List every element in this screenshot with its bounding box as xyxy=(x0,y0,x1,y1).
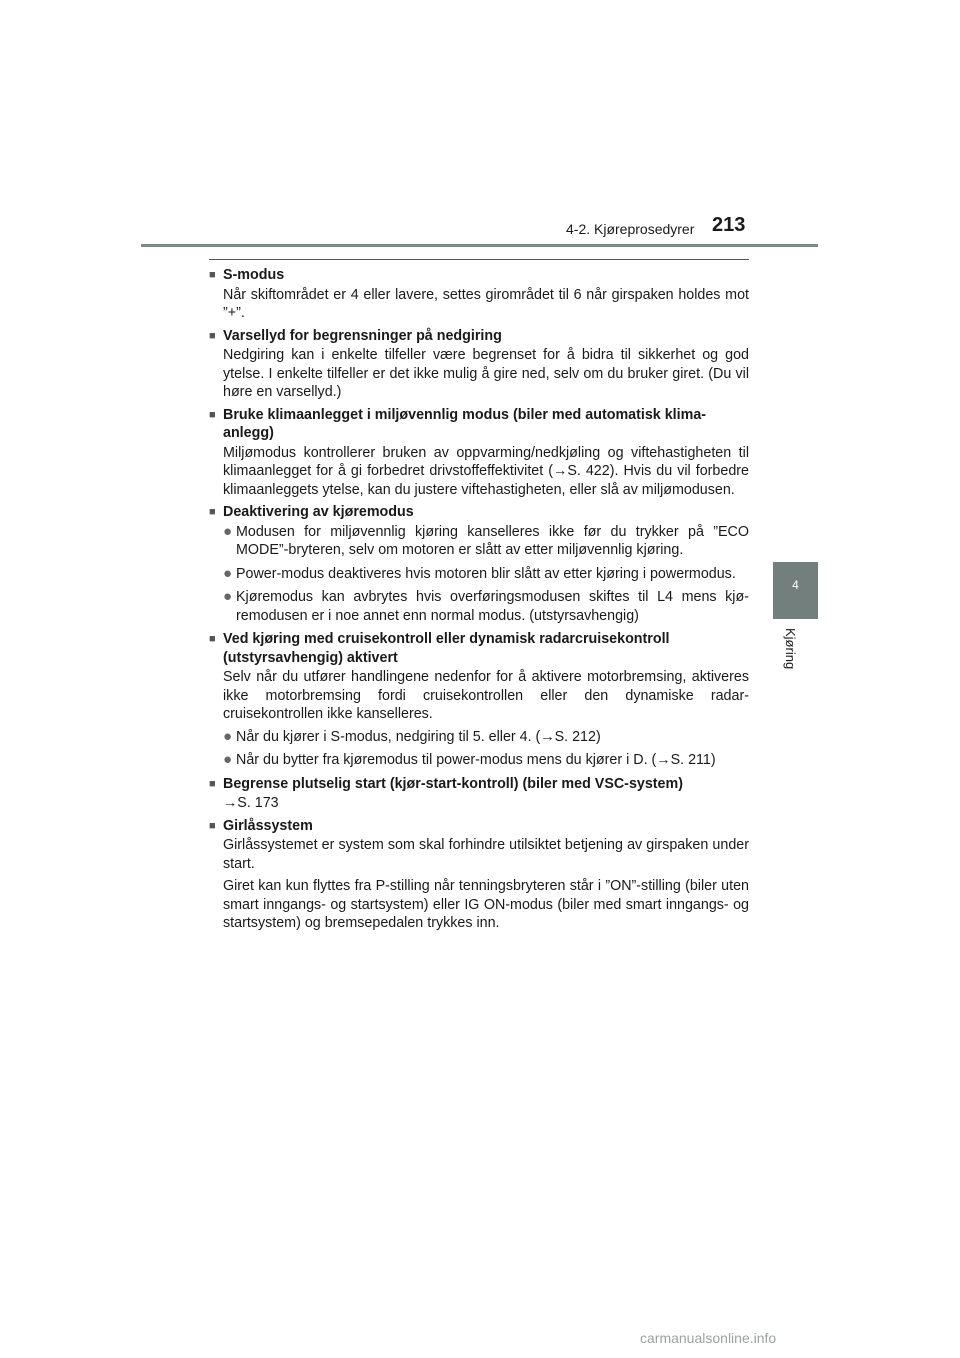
bullet-item xyxy=(223,751,749,770)
bullet-item xyxy=(223,728,749,747)
square-bullet-icon: ■ xyxy=(209,506,216,518)
bullet-text: Power-modus deaktiveres hvis motoren blir slått av etter kjøring i powermodus. xyxy=(236,565,736,582)
chapter-label: Kjøring xyxy=(783,628,798,670)
section-heading-text: Girlåssystem xyxy=(223,817,313,834)
manual-section xyxy=(209,327,749,402)
section-heading xyxy=(209,327,749,346)
paragraph: Når skiftområdet er 4 eller lavere, settes girområdet til 6 når girspaken holdes mot ”+”. xyxy=(223,286,749,321)
section-heading xyxy=(209,775,749,794)
content-rule xyxy=(209,259,749,260)
watermark: carmanualsonline.info xyxy=(640,1330,777,1346)
section-heading-text: Deaktivering av kjøremodus xyxy=(223,504,414,520)
section-heading xyxy=(209,630,749,667)
square-bullet-icon: ■ xyxy=(209,633,216,645)
bullet-text: Når du kjører i S-modus, nedgiring til 5. eller 4. (→S. 212) xyxy=(236,728,601,745)
manual-section xyxy=(209,817,749,933)
manual-content xyxy=(209,266,749,937)
page-number: 213 xyxy=(712,214,746,236)
paragraph: Giret kan kun flyttes fra P-stilling når tenningsbryteren står i ”ON”-stilling (biler uten smart inngangs- og startsystem) eller IG ON-modus (biler med smart inngangs- og startsystem) og bremsepedalen trykkes inn. xyxy=(223,878,749,931)
bullet-text: Kjøremodus kan avbrytes hvis overføringsmodusen skiftes til L4 mens kjøremodusen er i noe annet enn normal modus. (utstyrsavhengig) xyxy=(236,589,749,624)
chapter-number: 4 xyxy=(792,578,799,592)
manual-section xyxy=(209,630,749,770)
round-bullet-icon: ● xyxy=(223,564,233,582)
section-heading xyxy=(209,406,749,443)
square-bullet-icon: ■ xyxy=(209,269,216,281)
section-heading xyxy=(209,266,749,285)
manual-section xyxy=(209,266,749,323)
bullet-text: Modusen for miljøvennlig kjøring kanselleres ikke før du trykker på ”ECO MODE”-bryteren, selv om motoren er slått av etter miljøvennlig kjøring. xyxy=(236,523,749,558)
section-heading xyxy=(209,503,749,522)
header-rule xyxy=(141,244,818,247)
section-title: 4-2. Kjøreprosedyrer xyxy=(566,221,695,237)
round-bullet-icon: ● xyxy=(223,727,233,745)
bullet-item xyxy=(223,588,749,625)
paragraph: Nedgiring kan i enkelte tilfeller være begrenset for å bidra til sikkerhet og god ytelse. I enkelte tilfeller er det ikke mulig å gire ned, selv om du bruker giret. (Du vil høre en varsellyd.) xyxy=(223,347,749,400)
section-heading xyxy=(209,817,749,836)
section-heading-text: S-modus xyxy=(223,267,285,283)
square-bullet-icon: ■ xyxy=(209,819,216,832)
bullet-item xyxy=(223,523,749,560)
paragraph: Selv når du utfører handlingene nedenfor for å aktivere motorbremsing, aktiveres ikke motorbremsing fordi cruisekontrollen eller den dynamiske radarcruisekontrollen ikke kanselleres. xyxy=(223,669,749,722)
manual-section xyxy=(209,406,749,500)
section-heading-text: Bruke klimaanlegget i miljøvennlig modus (biler med automatisk klimaanlegg) xyxy=(223,406,707,441)
square-bullet-icon: ■ xyxy=(209,777,216,790)
paragraph: Girlåssystemet er system som skal forhindre utilsiktet betjening av girspaken under start. xyxy=(223,837,749,872)
round-bullet-icon: ● xyxy=(223,522,233,540)
round-bullet-icon: ● xyxy=(223,588,233,605)
section-heading-text: Begrense plutselig start (kjør-start-kontroll) (biler med VSC-system) xyxy=(223,775,683,792)
square-bullet-icon: ■ xyxy=(209,329,216,342)
square-bullet-icon: ■ xyxy=(209,408,216,421)
section-heading-text: Varsellyd for begrensninger på nedgiring xyxy=(223,327,502,344)
manual-section xyxy=(209,503,749,625)
manual-section xyxy=(209,775,749,813)
round-bullet-icon: ● xyxy=(223,751,233,768)
paragraph: Miljømodus kontrollerer bruken av oppvarming/nedkjøling og viftehastigheten til klimaanlegget for å gi forbedret drivstoffeffektivitet (→S. 422). Hvis du vil forbedre klimaanleggets ytelse, kan du justere viftehastigheten, eller slå av miljømodusen. xyxy=(223,444,749,498)
bullet-text: Når du bytter fra kjøremodus til power-modus mens du kjører i D. (→S. 211) xyxy=(236,752,716,768)
paragraph: →S. 173 xyxy=(223,795,279,811)
section-heading-text: Ved kjøring med cruisekontroll eller dynamisk radarcruisekontroll (utstyrsavhengig) aktivert xyxy=(223,631,670,666)
bullet-item xyxy=(223,565,749,584)
